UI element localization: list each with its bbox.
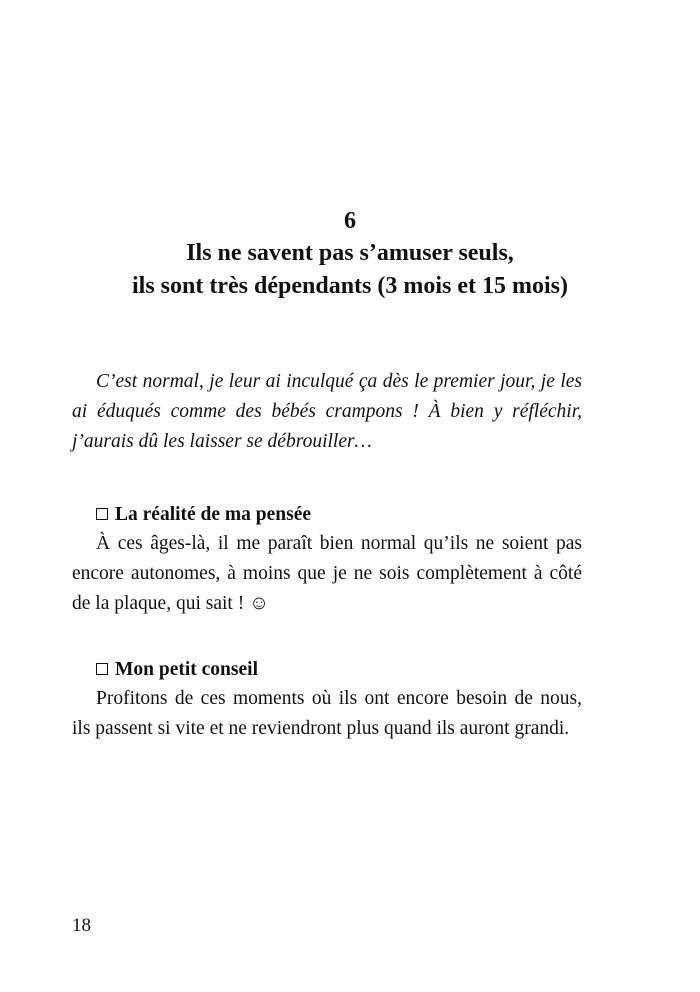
intro-line-1: C’est normal, je leur ai inculqué ça dès le premier jour, je les	[96, 371, 582, 392]
section-body-line: de la plaque, qui sait ! ☺	[72, 593, 269, 614]
section-body-advice	[72, 684, 582, 744]
intro-paragraph	[72, 367, 582, 457]
page-number: 18	[72, 915, 91, 936]
section-body-reality	[72, 529, 582, 619]
chapter-title	[60, 237, 640, 303]
chapter-title-line-2: ils sont très dépendants (3 mois et 15 mois)	[132, 273, 568, 299]
chapter-title-line-1: Ils ne savent pas s’amuser seuls,	[186, 240, 514, 266]
section-heading-label: La réalité de ma pensée	[115, 504, 312, 525]
checkbox-square-icon	[96, 663, 108, 675]
section-body-line: Profitons de ces moments où ils ont encore besoin de nous,	[96, 688, 582, 709]
section-heading-advice	[96, 655, 258, 685]
section-heading-label: Mon petit conseil	[115, 659, 258, 680]
intro-line-2: ai éduqués comme des bébés crampons ! À bien y réfléchir,	[72, 401, 582, 422]
section-heading-reality	[96, 500, 311, 530]
chapter-number: 6	[344, 208, 356, 234]
section-body-line: À ces âges-là, il me paraît bien normal qu’ils ne soient pas	[96, 533, 582, 554]
section-body-line: encore autonomes, à moins que je ne sois complètement à côté	[72, 563, 582, 584]
checkbox-square-icon	[96, 508, 108, 520]
intro-line-3: j’aurais dû les laisser se débrouiller…	[72, 431, 372, 452]
section-body-line: ils passent si vite et ne reviendront plus quand ils auront grandi.	[72, 718, 570, 739]
